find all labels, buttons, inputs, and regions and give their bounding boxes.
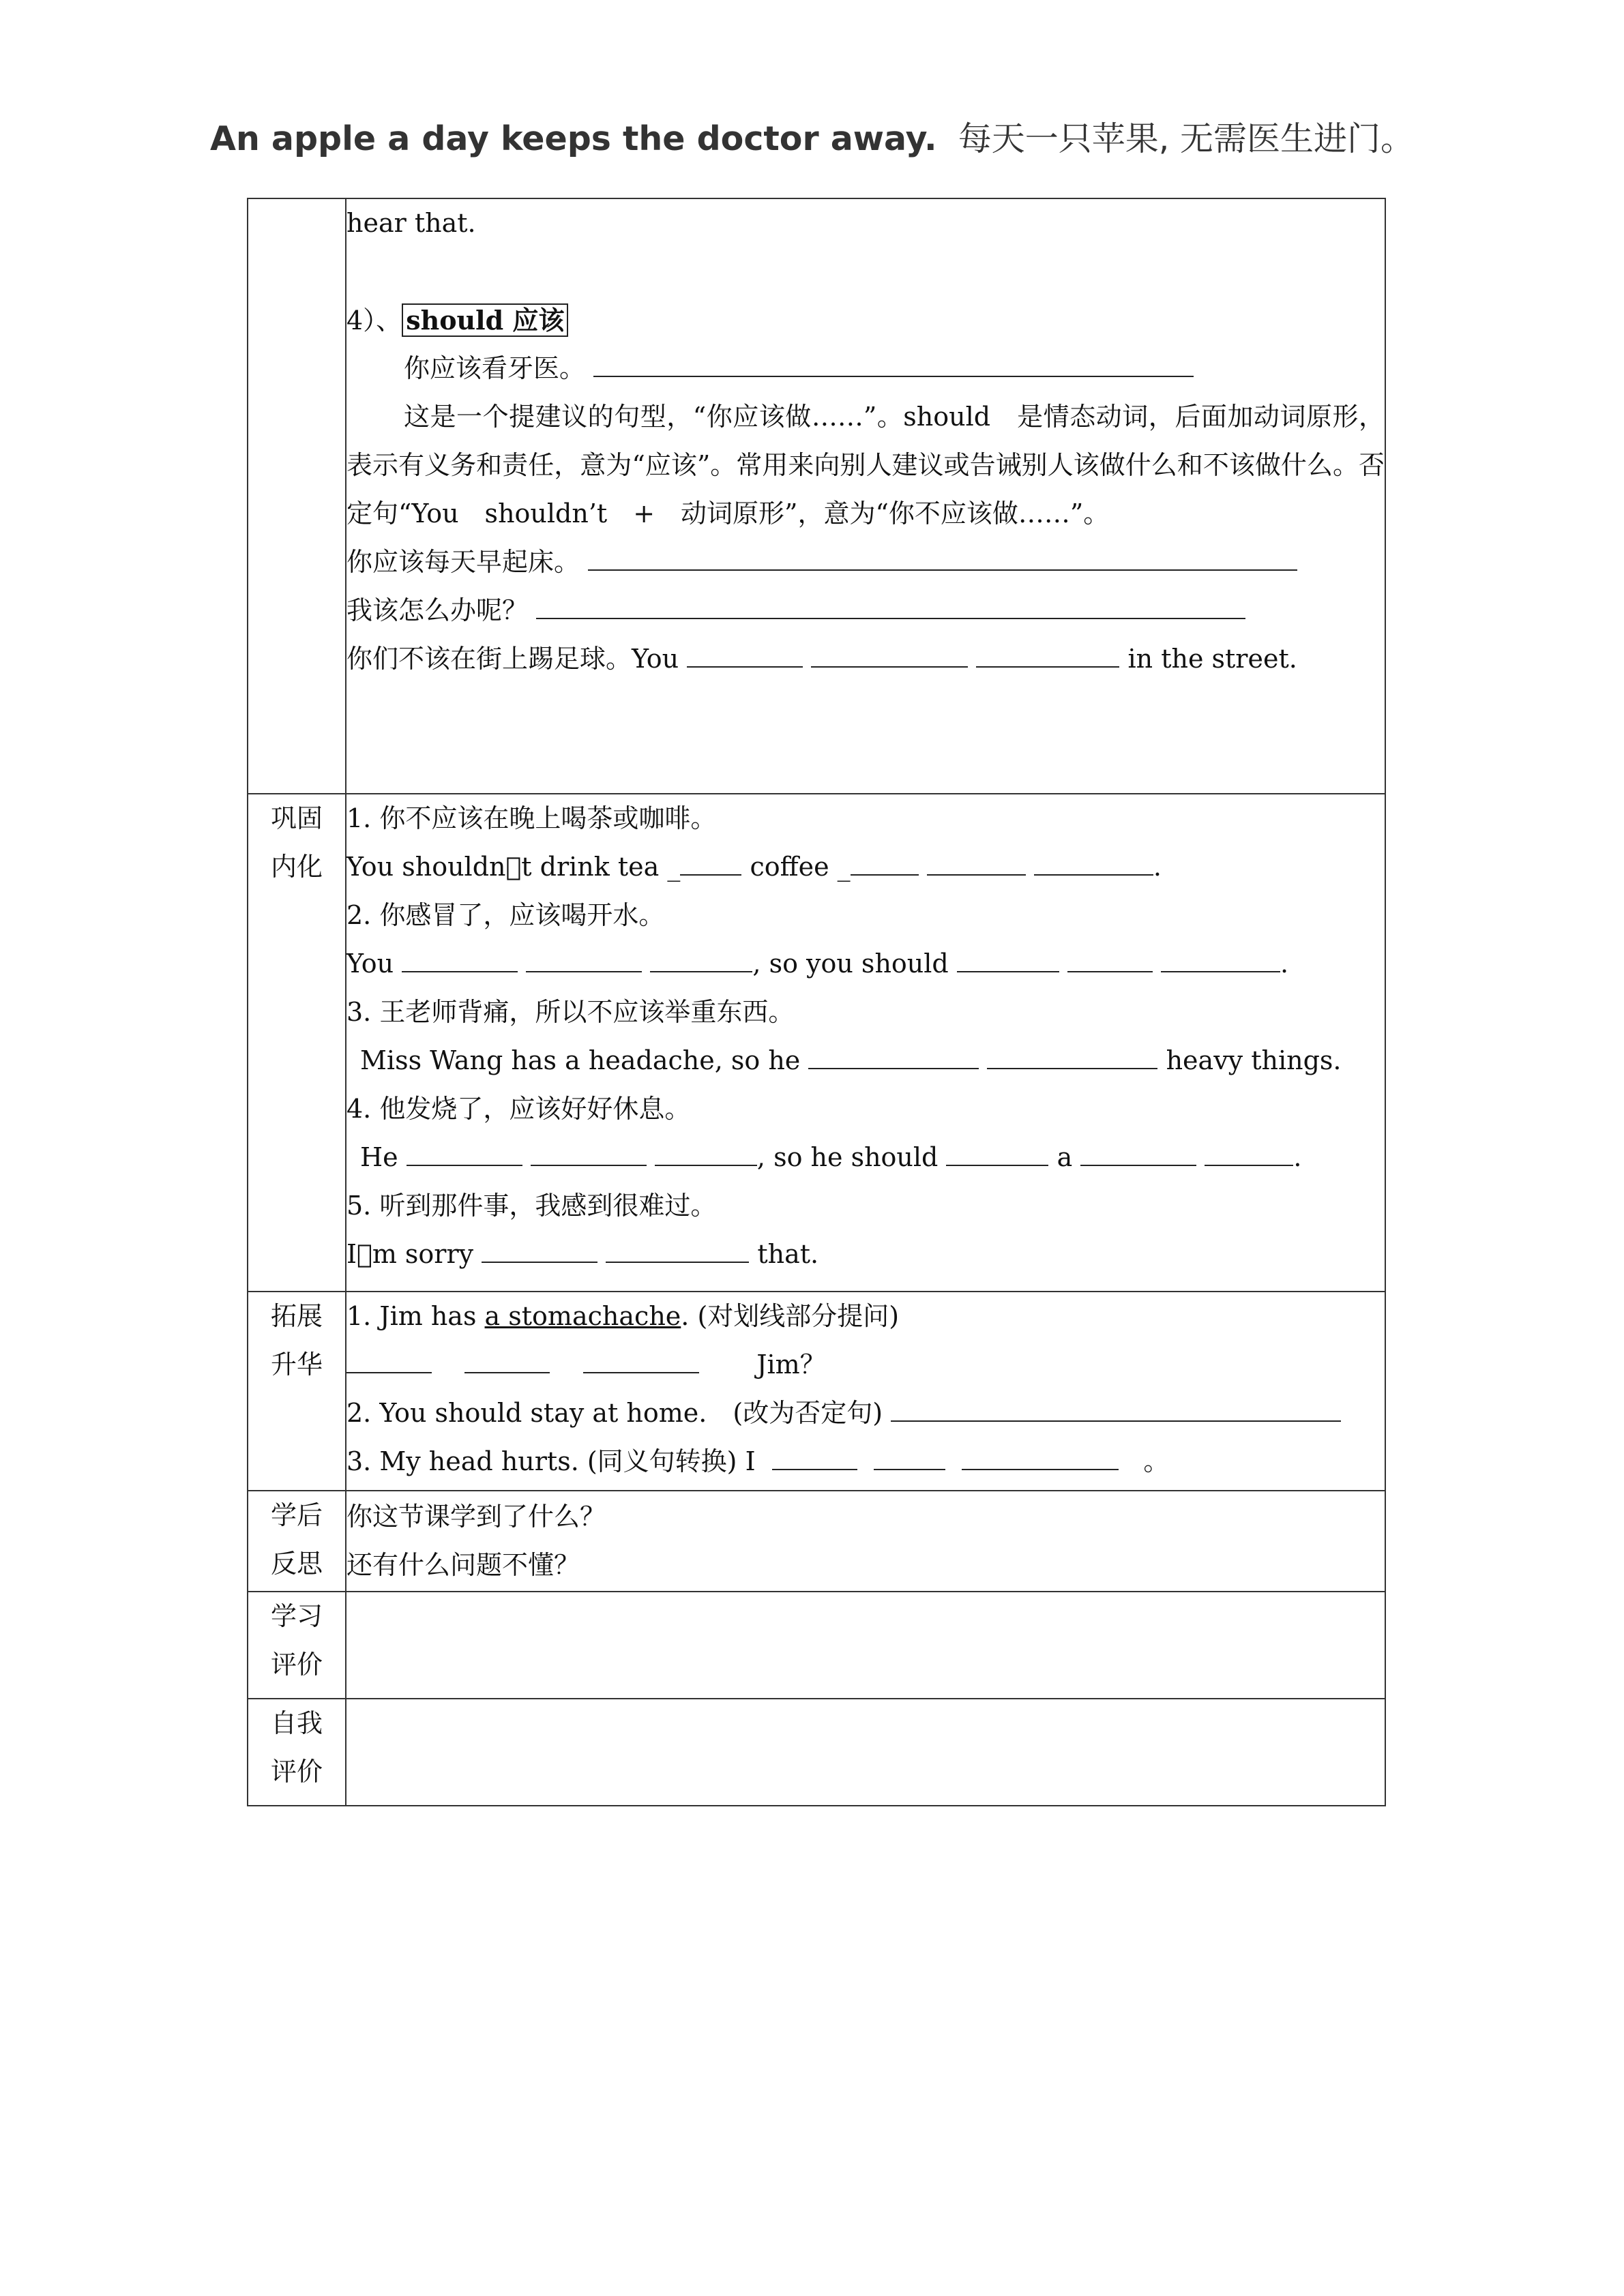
grammar-explanation: 这是一个提建议的句型，“你应该做……”。should 是情态动词，后面加动词原形，表示有义务和责任，意为“应该”。常用来向别人建议或告诫别人该做什么和不该做什么。否定句“You shouldn’t + 动词原形”，意为“你不应该做……”。 bbox=[346, 402, 1385, 528]
grammar-point-title: 4）、 should 应该 bbox=[346, 296, 1385, 344]
question-en: Jim？ bbox=[346, 1341, 1385, 1389]
row-grammar bbox=[248, 198, 1385, 794]
reflect-content bbox=[346, 1491, 1385, 1592]
text-line: hear that. bbox=[346, 208, 476, 238]
answer-blank[interactable] bbox=[346, 1352, 432, 1373]
row-self-eval bbox=[248, 1699, 1385, 1806]
grammar-content bbox=[346, 198, 1385, 794]
answer-blank[interactable] bbox=[531, 1144, 647, 1166]
answer-blank[interactable] bbox=[593, 355, 1194, 377]
question-en: You , so you should . bbox=[346, 949, 1289, 979]
answer-blank[interactable] bbox=[772, 1448, 857, 1470]
question-cn: 1. 你不应该在晚上喝茶或咖啡。 bbox=[346, 803, 717, 833]
label-study-eval: 学习 评价 bbox=[248, 1592, 346, 1699]
consolidate-content bbox=[346, 794, 1385, 1292]
question-en: 1. Jim has a stomachache. (对划线部分提问) bbox=[346, 1301, 900, 1331]
answer-blank[interactable] bbox=[976, 646, 1119, 668]
question-en: Miss Wang has a headache, so he heavy things. bbox=[360, 1045, 1342, 1075]
question-cn: 3. 王老师背痛，所以不应该举重东西。 bbox=[346, 997, 795, 1027]
question-cn: 4. 他发烧了，应该好好休息。 bbox=[346, 1094, 691, 1124]
answer-blank[interactable] bbox=[1034, 854, 1153, 876]
answer-blank[interactable] bbox=[962, 1448, 1119, 1470]
answer-blank[interactable] bbox=[957, 951, 1059, 972]
answer-blank[interactable] bbox=[808, 1047, 979, 1069]
label-reflect: 学后 反思 bbox=[248, 1491, 346, 1592]
label-empty bbox=[248, 198, 346, 794]
question-en: You shouldn t drink tea _ coffee _ . bbox=[346, 852, 1162, 882]
answer-blank[interactable] bbox=[851, 854, 919, 876]
reflect-question: 你这节课学到了什么？ bbox=[346, 1502, 606, 1532]
extend-content bbox=[346, 1292, 1385, 1491]
answer-blank[interactable] bbox=[1161, 951, 1280, 972]
page-header bbox=[0, 113, 1624, 160]
label-extend: 拓展 升华 bbox=[248, 1292, 346, 1491]
row-reflect bbox=[248, 1491, 1385, 1592]
answer-blank[interactable] bbox=[583, 1352, 699, 1373]
answer-blank[interactable] bbox=[1080, 1144, 1196, 1166]
answer-blank[interactable] bbox=[680, 854, 741, 876]
answer-blank[interactable] bbox=[606, 1241, 749, 1263]
answer-blank[interactable] bbox=[874, 1448, 945, 1470]
reflect-question: 还有什么问题不懂？ bbox=[346, 1550, 580, 1580]
question-cn: 5. 听到那件事，我感到很难过。 bbox=[346, 1191, 717, 1221]
answer-blank[interactable] bbox=[655, 1144, 757, 1166]
answer-blank[interactable] bbox=[588, 549, 1297, 571]
underlined-phrase: a stomachache bbox=[484, 1301, 681, 1331]
self-eval-area[interactable] bbox=[346, 1699, 1385, 1806]
example-line: 你应该看牙医。 bbox=[346, 344, 1385, 393]
header-chinese: 每天一只苹果, 无需医生进门。 bbox=[958, 119, 1414, 158]
question-en: 3. My head hurts. (同义句转换) I 。 bbox=[346, 1446, 1170, 1476]
answer-blank[interactable] bbox=[1067, 951, 1153, 972]
answer-blank[interactable] bbox=[891, 1400, 1341, 1422]
answer-blank[interactable] bbox=[927, 854, 1026, 876]
answer-blank[interactable] bbox=[1205, 1144, 1293, 1166]
header-english: An apple a day keeps the doctor away. bbox=[210, 119, 937, 158]
answer-blank[interactable] bbox=[946, 1144, 1048, 1166]
answer-blank[interactable] bbox=[687, 646, 803, 668]
answer-blank[interactable] bbox=[987, 1047, 1157, 1069]
row-consolidate bbox=[248, 794, 1385, 1292]
row-extend bbox=[248, 1292, 1385, 1491]
example-line: 你们不该在街上踢足球。You in the street. bbox=[346, 644, 1297, 674]
worksheet-table bbox=[247, 198, 1386, 1806]
question-cn: 2. 你感冒了，应该喝开水。 bbox=[346, 900, 665, 930]
label-consolidate: 巩固 内化 bbox=[248, 794, 346, 1292]
answer-blank[interactable] bbox=[650, 951, 752, 972]
example-line: 你应该每天早起床。 bbox=[346, 538, 1385, 586]
example-line: 我该怎么办呢？ bbox=[346, 586, 1385, 635]
answer-blank[interactable] bbox=[811, 646, 968, 668]
question-en: He , so he should a . bbox=[360, 1142, 1302, 1172]
answer-blank[interactable] bbox=[526, 951, 642, 972]
answer-blank[interactable] bbox=[407, 1144, 522, 1166]
study-eval-area[interactable] bbox=[346, 1592, 1385, 1699]
question-en: I m sorry that. bbox=[346, 1239, 819, 1269]
answer-blank[interactable] bbox=[402, 951, 518, 972]
question-en: 2. You should stay at home. (改为否定句) bbox=[346, 1389, 1385, 1437]
label-self-eval: 自我 评价 bbox=[248, 1699, 346, 1806]
answer-blank[interactable] bbox=[464, 1352, 550, 1373]
answer-blank[interactable] bbox=[536, 597, 1245, 619]
row-study-eval bbox=[248, 1592, 1385, 1699]
answer-blank[interactable] bbox=[482, 1241, 597, 1263]
should-box: should 应该 bbox=[402, 303, 568, 337]
